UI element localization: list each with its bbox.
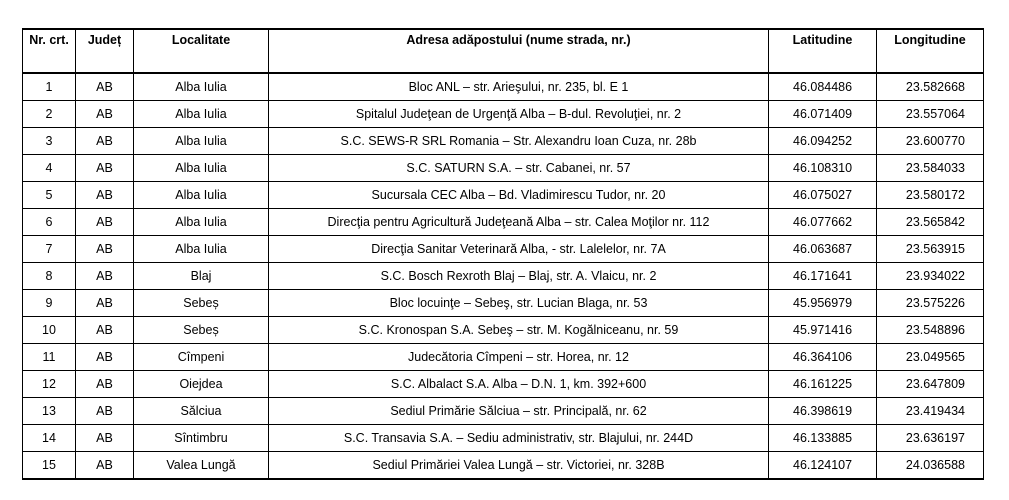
- cell-adresa: Direcţia pentru Agricultură Judeţeană Alba – str. Calea Moţilor nr. 112: [269, 209, 769, 236]
- cell-judet: AB: [76, 209, 134, 236]
- cell-judet: AB: [76, 317, 134, 344]
- shelter-table: [22, 28, 984, 480]
- header-nr-crt: Nr. crt.: [23, 29, 76, 73]
- table-row: [23, 344, 984, 371]
- cell-nr-crt: 8: [23, 263, 76, 290]
- cell-localitate: Alba Iulia: [134, 155, 269, 182]
- cell-nr-crt: 11: [23, 344, 76, 371]
- cell-adresa: Judecătoria Cîmpeni – str. Horea, nr. 12: [269, 344, 769, 371]
- cell-nr-crt: 3: [23, 128, 76, 155]
- cell-longitudine: 23.600770: [877, 128, 984, 155]
- cell-nr-crt: 5: [23, 182, 76, 209]
- cell-judet: AB: [76, 425, 134, 452]
- cell-longitudine: 23.419434: [877, 398, 984, 425]
- cell-localitate: Blaj: [134, 263, 269, 290]
- table-row: [23, 209, 984, 236]
- cell-localitate: Alba Iulia: [134, 101, 269, 128]
- cell-localitate: Alba Iulia: [134, 73, 269, 101]
- cell-adresa: S.C. Albalact S.A. Alba – D.N. 1, km. 392+600: [269, 371, 769, 398]
- cell-latitudine: 46.075027: [769, 182, 877, 209]
- cell-adresa: Direcţia Sanitar Veterinară Alba, - str. Lalelelor, nr. 7A: [269, 236, 769, 263]
- cell-nr-crt: 9: [23, 290, 76, 317]
- cell-longitudine: 23.575226: [877, 290, 984, 317]
- cell-latitudine: 46.161225: [769, 371, 877, 398]
- cell-nr-crt: 4: [23, 155, 76, 182]
- cell-adresa: S.C. Bosch Rexroth Blaj – Blaj, str. A. Vlaicu, nr. 2: [269, 263, 769, 290]
- table-body: [23, 73, 984, 479]
- cell-latitudine: 46.094252: [769, 128, 877, 155]
- cell-latitudine: 46.071409: [769, 101, 877, 128]
- cell-longitudine: 23.934022: [877, 263, 984, 290]
- cell-localitate: Valea Lungă: [134, 452, 269, 480]
- cell-localitate: Sebeș: [134, 290, 269, 317]
- table-row: [23, 371, 984, 398]
- cell-judet: AB: [76, 371, 134, 398]
- header-localitate: Localitate: [134, 29, 269, 73]
- cell-nr-crt: 14: [23, 425, 76, 452]
- cell-nr-crt: 15: [23, 452, 76, 480]
- cell-adresa: S.C. Kronospan S.A. Sebeş – str. M. Kogălniceanu, nr. 59: [269, 317, 769, 344]
- cell-latitudine: 45.956979: [769, 290, 877, 317]
- cell-adresa: Bloc locuinţe – Sebeş, str. Lucian Blaga, nr. 53: [269, 290, 769, 317]
- cell-longitudine: 23.647809: [877, 371, 984, 398]
- table-row: [23, 101, 984, 128]
- cell-nr-crt: 6: [23, 209, 76, 236]
- cell-nr-crt: 10: [23, 317, 76, 344]
- header-longitudine: Longitudine: [877, 29, 984, 73]
- cell-nr-crt: 1: [23, 73, 76, 101]
- cell-judet: AB: [76, 101, 134, 128]
- table-row: [23, 398, 984, 425]
- cell-judet: AB: [76, 236, 134, 263]
- cell-latitudine: 46.364106: [769, 344, 877, 371]
- cell-judet: AB: [76, 344, 134, 371]
- cell-latitudine: 46.124107: [769, 452, 877, 480]
- cell-longitudine: 23.582668: [877, 73, 984, 101]
- cell-localitate: Alba Iulia: [134, 128, 269, 155]
- cell-latitudine: 45.971416: [769, 317, 877, 344]
- cell-longitudine: 23.563915: [877, 236, 984, 263]
- cell-adresa: Sediul Primăriei Valea Lungă – str. Victoriei, nr. 328B: [269, 452, 769, 480]
- cell-longitudine: 23.636197: [877, 425, 984, 452]
- table-row: [23, 425, 984, 452]
- cell-localitate: Oiejdea: [134, 371, 269, 398]
- cell-longitudine: 24.036588: [877, 452, 984, 480]
- table-row: [23, 128, 984, 155]
- table-row: [23, 263, 984, 290]
- header-adresa: Adresa adăpostului (nume strada, nr.): [269, 29, 769, 73]
- cell-judet: AB: [76, 73, 134, 101]
- cell-adresa: S.C. SATURN S.A. – str. Cabanei, nr. 57: [269, 155, 769, 182]
- table-row: [23, 290, 984, 317]
- cell-judet: AB: [76, 128, 134, 155]
- cell-judet: AB: [76, 155, 134, 182]
- cell-latitudine: 46.398619: [769, 398, 877, 425]
- cell-latitudine: 46.063687: [769, 236, 877, 263]
- cell-adresa: S.C. SEWS-R SRL Romania – Str. Alexandru Ioan Cuza, nr. 28b: [269, 128, 769, 155]
- table-row: [23, 155, 984, 182]
- cell-latitudine: 46.108310: [769, 155, 877, 182]
- cell-nr-crt: 12: [23, 371, 76, 398]
- cell-adresa: S.C. Transavia S.A. – Sediu administrativ, str. Blajului, nr. 244D: [269, 425, 769, 452]
- cell-localitate: Sălciua: [134, 398, 269, 425]
- cell-longitudine: 23.580172: [877, 182, 984, 209]
- cell-localitate: Sebeș: [134, 317, 269, 344]
- cell-localitate: Alba Iulia: [134, 182, 269, 209]
- table-row: [23, 452, 984, 480]
- cell-judet: AB: [76, 398, 134, 425]
- table-row: [23, 182, 984, 209]
- cell-longitudine: 23.548896: [877, 317, 984, 344]
- cell-nr-crt: 13: [23, 398, 76, 425]
- cell-longitudine: 23.049565: [877, 344, 984, 371]
- cell-nr-crt: 7: [23, 236, 76, 263]
- cell-localitate: Alba Iulia: [134, 209, 269, 236]
- cell-localitate: Sîntimbru: [134, 425, 269, 452]
- table-row: [23, 317, 984, 344]
- cell-localitate: Alba Iulia: [134, 236, 269, 263]
- cell-adresa: Spitalul Judeţean de Urgenţă Alba – B-dul. Revoluţiei, nr. 2: [269, 101, 769, 128]
- cell-adresa: Bloc ANL – str. Arieşului, nr. 235, bl. E 1: [269, 73, 769, 101]
- header-judet: Județ: [76, 29, 134, 73]
- cell-longitudine: 23.557064: [877, 101, 984, 128]
- header-latitudine: Latitudine: [769, 29, 877, 73]
- cell-latitudine: 46.084486: [769, 73, 877, 101]
- cell-judet: AB: [76, 290, 134, 317]
- cell-judet: AB: [76, 182, 134, 209]
- cell-judet: AB: [76, 263, 134, 290]
- table-header-row: [23, 29, 984, 73]
- cell-adresa: Sediul Primărie Sălciua – str. Principală, nr. 62: [269, 398, 769, 425]
- cell-localitate: Cîmpeni: [134, 344, 269, 371]
- cell-latitudine: 46.133885: [769, 425, 877, 452]
- table-row: [23, 73, 984, 101]
- cell-adresa: Sucursala CEC Alba – Bd. Vladimirescu Tudor, nr. 20: [269, 182, 769, 209]
- cell-longitudine: 23.584033: [877, 155, 984, 182]
- cell-nr-crt: 2: [23, 101, 76, 128]
- cell-latitudine: 46.171641: [769, 263, 877, 290]
- cell-longitudine: 23.565842: [877, 209, 984, 236]
- cell-judet: AB: [76, 452, 134, 480]
- table-row: [23, 236, 984, 263]
- cell-latitudine: 46.077662: [769, 209, 877, 236]
